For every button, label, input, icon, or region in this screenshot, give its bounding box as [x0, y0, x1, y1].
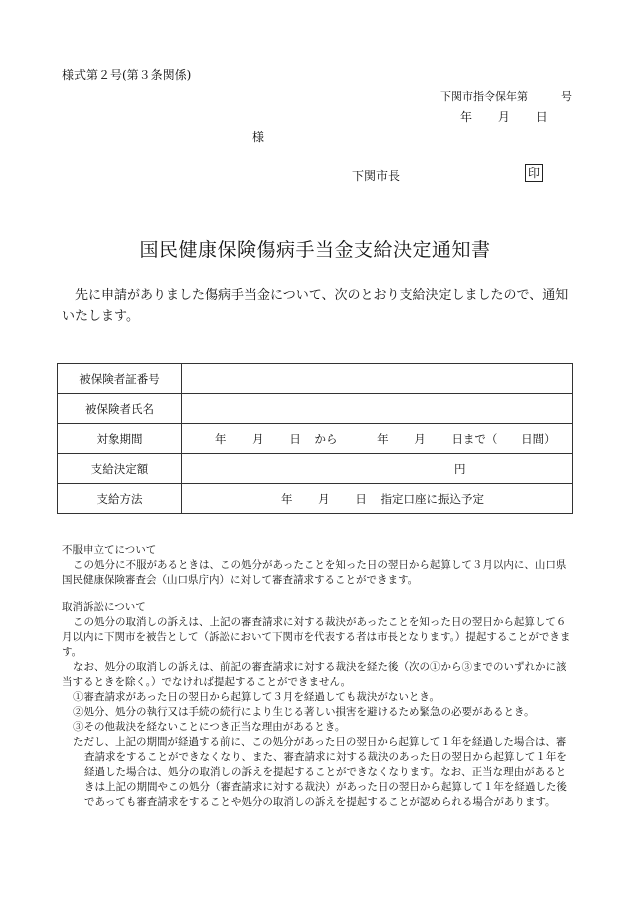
label-period: 対象期間: [58, 424, 182, 454]
label-insured-number: 被保険者証番号: [58, 364, 182, 394]
form-number: 様式第２号(第３条関係): [62, 68, 192, 82]
objection-body: この処分に不服があるときは、この処分があったことを知った日の翌日から起算して３月以内に、山口県国民健康保険審査会（山口県庁内）に対して審査請求することができます。: [62, 559, 567, 586]
date-day: 日: [535, 110, 548, 124]
table-row: [58, 364, 573, 394]
lawsuit-paragraph-3: ただし、上記の期間が経過する前に、この処分があった日の翌日から起算して１年を経過した場合は、審査請求をすることができなくなり、また、審査請求に対する裁決のあった日の翌日から起算して１年を経過した場合は、処分の取消しの訴えを提起することができなくなります。なお、正当な理由があるときは上記の期間やこの処分（審査請求に対する裁決）があった日の翌日から起算して１年を経過した後であっても審査請求をすることや処分の取消しの訴えを提起することが認められる場合があります。: [73, 736, 567, 808]
table-row: [58, 454, 573, 484]
lawsuit-paragraph-1: この処分の取消しの訴えは、上記の審査請求に対する裁決があったことを知った日の翌日から起算して６月以内に下関市を被告として（訴訟において下関市を代表する者は市長となります。）提起することができます。: [62, 616, 571, 658]
value-period: 年 月 日 から 年 月 日まで（ 日間）: [182, 424, 573, 454]
value-insured-name: [182, 394, 573, 424]
seal-mark: 印: [525, 164, 543, 182]
table-row: [58, 424, 573, 454]
lawsuit-paragraph-2: なお、処分の取消しの訴えは、前記の審査請求に対する裁決を経た後（次の①から③までのいずれかに該当するときを除く。）でなければ提起することができません。: [62, 661, 567, 688]
lawsuit-item-3: ③その他裁決を経ないことにつき正当な理由があるとき。: [73, 721, 346, 733]
addressee: 様: [252, 130, 265, 144]
value-amount: 円: [182, 454, 573, 484]
lawsuit-item-2: ②処分、処分の執行又は手続の続行により生じる著しい損害を避けるため緊急の必要があるとき。: [73, 706, 535, 718]
issue-date: [460, 108, 548, 125]
table-row: [58, 484, 573, 514]
label-insured-name: 被保険者氏名: [58, 394, 182, 424]
lawsuit-section: [62, 600, 574, 810]
table-row: [58, 394, 573, 424]
issuer: 下関市長: [352, 169, 401, 183]
objection-section: [62, 543, 574, 588]
objection-heading: 不服申立てについて: [62, 544, 157, 556]
value-method: 年 月 日 指定口座に振込予定: [182, 484, 573, 514]
lawsuit-heading: 取消訴訟について: [62, 601, 146, 613]
intro-paragraph: 先に申請がありました傷病手当金について、次のとおり支給決定しましたので、通知いたします。: [62, 288, 569, 324]
document-title: 国民健康保険傷病手当金支給決定通知書: [139, 239, 491, 261]
date-month: 月: [497, 110, 510, 124]
label-amount: 支給決定額: [58, 454, 182, 484]
lawsuit-item-1: ①審査請求があった日の翌日から起算して３月を経過しても裁決がないとき。: [73, 691, 440, 703]
reference-number: 下関市指令保年第 号: [440, 90, 572, 103]
label-method: 支給方法: [58, 484, 182, 514]
benefit-table: [57, 363, 573, 514]
value-insured-number: [182, 364, 573, 394]
date-year: 年: [460, 110, 473, 124]
